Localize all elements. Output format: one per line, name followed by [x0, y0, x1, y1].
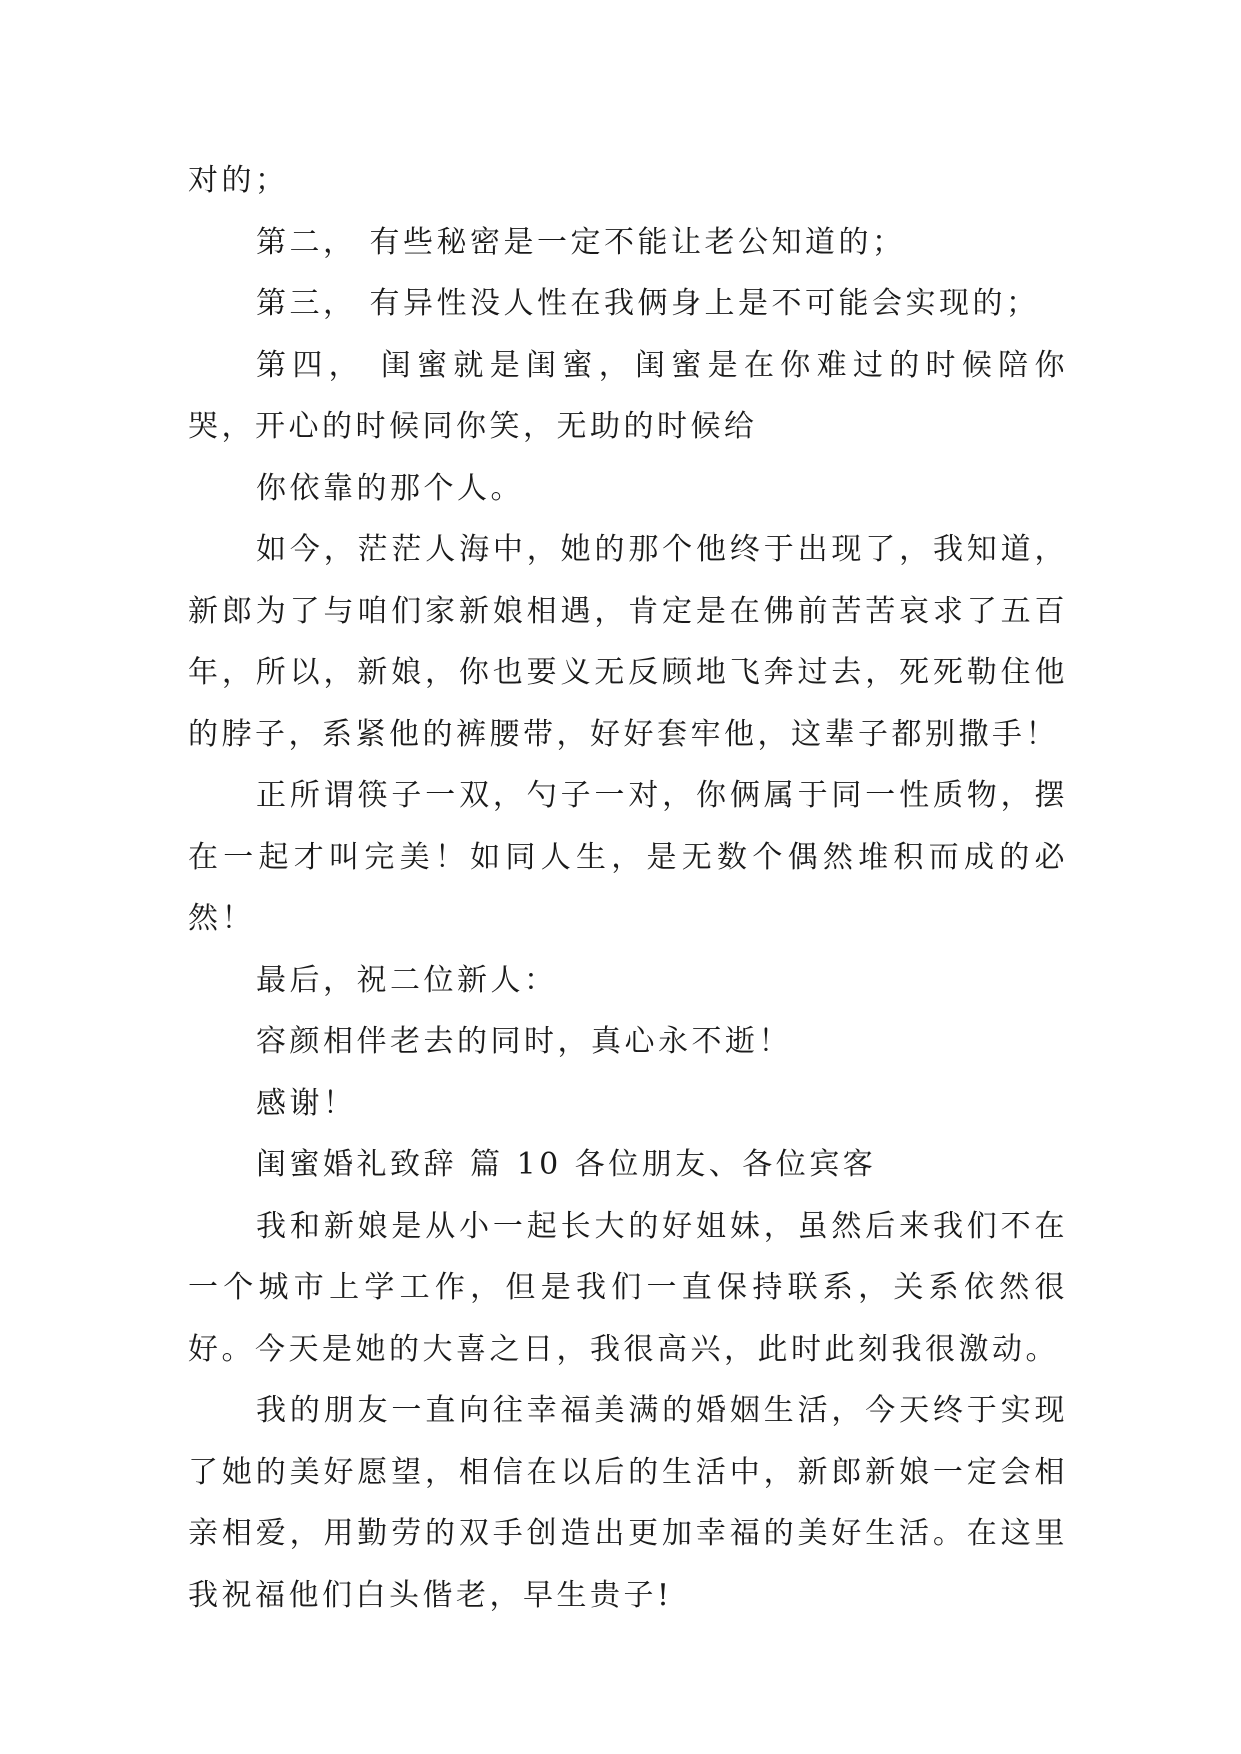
paragraph: 容颜相伴老去的同时，真心永不逝！: [256, 1024, 792, 1059]
section-heading: 闺蜜婚礼致辞 篇 10 各位朋友、各位宾客: [256, 1147, 877, 1182]
paragraph: 我的朋友一直向往幸福美满的婚姻生活，今天终于实现了她的美好愿望，相信在以后的生活中，新郎新娘一定会相亲相爱，用勤劳的双手创造出更加幸福的美好生活。在这里我祝福他们白头偕老，早生贵子!: [188, 1393, 1068, 1613]
document-body: [188, 150, 1068, 1626]
paragraph: 第三， 有异性没人性在我俩身上是不可能会实现的；: [256, 286, 1040, 321]
paragraph: 最后，祝二位新人：: [256, 962, 558, 998]
paragraph: 感谢！: [256, 1085, 357, 1121]
paragraph: 我和新娘是从小一起长大的好姐妹，虽然后来我们不在一个城市上学工作，但是我们一直保持联系，关系依然很好。今天是她的大喜之日，我很高兴，此时此刻我很激动。: [188, 1208, 1068, 1367]
paragraph: 如今，茫茫人海中，她的那个他终于出现了，我知道，新郎为了与咱们家新娘相遇，肯定是在佛前苦苦哀求了五百年，所以，新娘，你也要义无反顾地飞奔过去，死死勒住他的脖子，系紧他的裤腰带，好好套牢他，这辈子都别撒手！: [188, 532, 1068, 752]
paragraph: 第四， 闺蜜就是闺蜜，闺蜜是在你难过的时候陪你哭，开心的时候同你笑，无助的时候给: [188, 347, 1068, 444]
paragraph: 你依靠的那个人。: [256, 470, 524, 506]
paragraph: 正所谓筷子一双，勺子一对，你俩属于同一性质物，摆在一起才叫完美！如同人生，是无数个偶然堆积而成的必然！: [188, 778, 1068, 936]
paragraph: 第二， 有些秘密是一定不能让老公知道的；: [256, 224, 906, 260]
paragraph: 对的；: [188, 163, 289, 198]
